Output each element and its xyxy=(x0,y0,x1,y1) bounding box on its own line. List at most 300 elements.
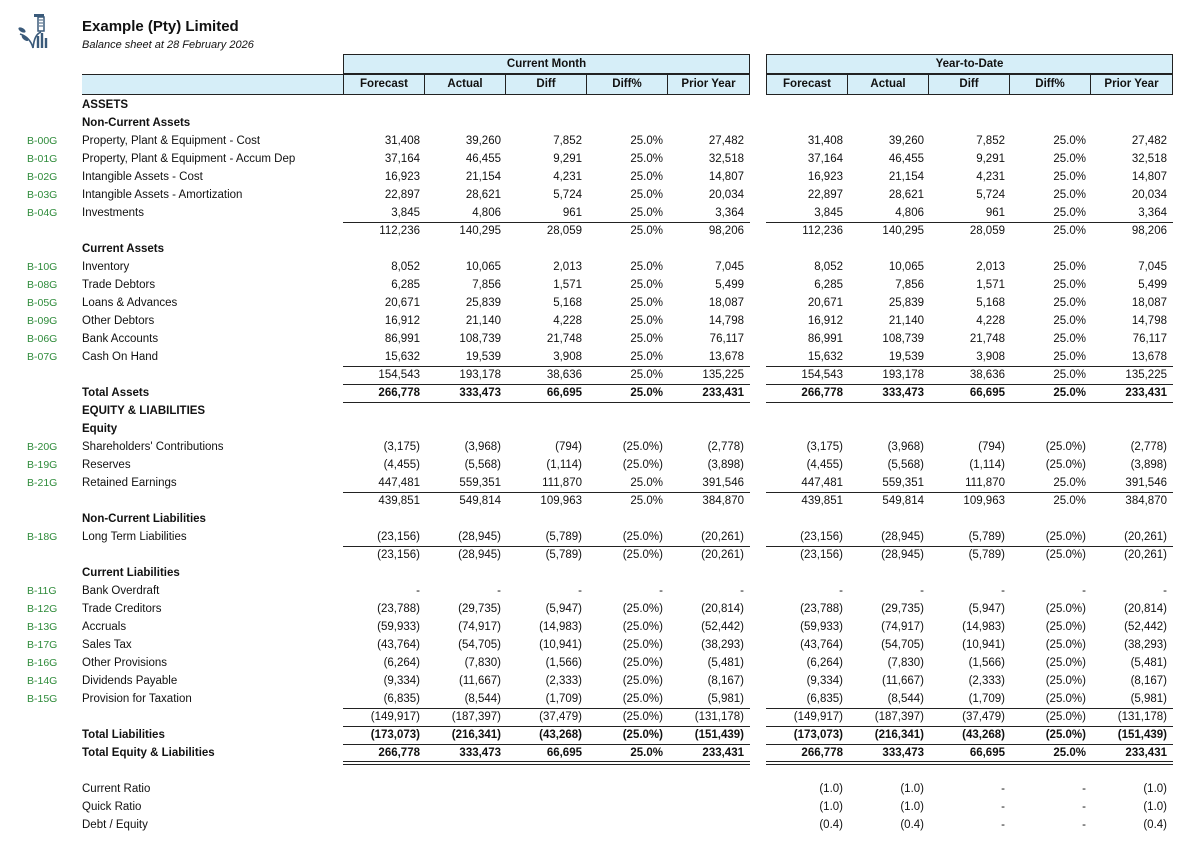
cur-actual-value: 549,814 xyxy=(459,495,501,507)
cur-actual-value: 108,739 xyxy=(459,333,501,345)
cur-diff-pct-value: (25.0%) xyxy=(622,657,663,669)
ytd-diff-pct-value: (25.0%) xyxy=(1045,459,1086,471)
total-row xyxy=(0,744,1200,762)
cur-prior-year-value: (8,167) xyxy=(707,675,744,687)
ytd-actual-value: 108,739 xyxy=(882,333,924,345)
cur-forecast-value: (173,073) xyxy=(370,729,420,741)
cur-diff-value: (10,941) xyxy=(539,639,582,651)
ytd-diff-value: (37,479) xyxy=(962,711,1005,723)
cur-actual-value: (8,544) xyxy=(464,693,501,705)
row-label: Non-Current Liabilities xyxy=(82,513,206,525)
cur-diff-value: 109,963 xyxy=(540,495,582,507)
cur-forecast-value: (4,455) xyxy=(383,459,420,471)
table-row xyxy=(0,528,1200,546)
ytd-forecast-value: 16,912 xyxy=(807,315,843,327)
cur-forecast-value: (23,156) xyxy=(377,549,420,561)
ytd-actual-value: (28,945) xyxy=(881,549,924,561)
ytd-diff-value: (1,709) xyxy=(968,693,1005,705)
cur-diff-pct-value: (25.0%) xyxy=(622,621,663,633)
cur-diff-value: 111,870 xyxy=(542,477,582,489)
ytd-forecast-value: 20,671 xyxy=(807,297,843,309)
cur-diff-pct-value: 25.0% xyxy=(630,369,663,381)
section-heading xyxy=(0,510,1200,528)
table-row xyxy=(0,330,1200,348)
cur-prior-year-value: 135,225 xyxy=(702,369,744,381)
row-label: Sales Tax xyxy=(82,639,132,651)
ytd-prior-year-value: (20,261) xyxy=(1124,531,1167,543)
cur-forecast-value: 3,845 xyxy=(391,207,420,219)
ytd-actual-value: (54,705) xyxy=(881,639,924,651)
ytd-forecast-value: (23,156) xyxy=(800,531,843,543)
row-label: Dividends Payable xyxy=(82,675,178,687)
ytd-col-diff-pct: Diff% xyxy=(1010,75,1091,94)
ytd-actual-value: (7,830) xyxy=(887,657,924,669)
ytd-diff-value: 1,571 xyxy=(976,279,1005,291)
cur-prior-year-value: 98,206 xyxy=(708,225,744,237)
ytd-forecast-value: (9,334) xyxy=(806,675,843,687)
cur-prior-year-value: (3,898) xyxy=(707,459,744,471)
ytd-diff-value: 5,724 xyxy=(976,189,1005,201)
subtotal-rule-ytd xyxy=(766,366,1173,367)
ytd-prior-year-value: 5,499 xyxy=(1138,279,1167,291)
ytd-diff-pct-value: 25.0% xyxy=(1053,351,1086,363)
row-label: Quick Ratio xyxy=(82,801,142,813)
ytd-prior-year-value: 384,870 xyxy=(1125,495,1167,507)
ytd-actual-value: 333,473 xyxy=(882,747,924,759)
row-label: Debt / Equity xyxy=(82,819,148,831)
account-code: B-21G xyxy=(27,477,58,489)
cur-forecast-value: 266,778 xyxy=(378,387,420,399)
cur-diff-pct-value: (25.0%) xyxy=(622,441,663,453)
ytd-diff-pct-value: 25.0% xyxy=(1053,477,1086,489)
ytd-diff-value: (5,789) xyxy=(968,531,1005,543)
account-code: B-03G xyxy=(27,189,58,201)
ytd-diff-value: 111,870 xyxy=(965,477,1005,489)
cur-diff-value: (5,789) xyxy=(545,549,582,561)
cur-diff-pct-value: 25.0% xyxy=(630,387,663,399)
total-row xyxy=(0,384,1200,402)
ytd-diff-pct-value: (25.0%) xyxy=(1045,549,1086,561)
cur-diff-pct-value: 25.0% xyxy=(630,279,663,291)
account-code: B-17G xyxy=(27,639,58,651)
cur-diff-pct-value: 25.0% xyxy=(630,315,663,327)
ytd-forecast-value: (6,835) xyxy=(806,693,843,705)
row-label: Total Assets xyxy=(82,387,150,399)
ytd-actual-value: 4,806 xyxy=(895,207,924,219)
cur-prior-year-value: (131,178) xyxy=(694,711,744,723)
cur-diff-pct-value: 25.0% xyxy=(630,297,663,309)
ytd-prior-year-value: 32,518 xyxy=(1131,153,1167,165)
row-label: Cash On Hand xyxy=(82,351,159,363)
ytd-diff-pct-value: (25.0%) xyxy=(1045,441,1086,453)
ytd-prior-year-value: 233,431 xyxy=(1125,387,1167,399)
ytd-col-diff: Diff xyxy=(929,75,1010,94)
cur-diff-pct-value: 25.0% xyxy=(630,495,663,507)
row-label: Current Liabilities xyxy=(82,567,180,579)
cur-prior-year-value: (5,481) xyxy=(707,657,744,669)
ytd-prior-year-value: 76,117 xyxy=(1132,333,1167,345)
cur-diff-pct-value: (25.0%) xyxy=(622,711,663,723)
row-label: Bank Accounts xyxy=(82,333,159,345)
ytd-forecast-value: (0.4) xyxy=(819,819,843,831)
ytd-forecast-value: 154,543 xyxy=(801,369,843,381)
cur-prior-year-value: 13,678 xyxy=(708,351,744,363)
ytd-diff-pct-value: - xyxy=(1082,585,1086,597)
current-col-diff-pct: Diff% xyxy=(587,75,668,94)
cur-forecast-value: 266,778 xyxy=(378,747,420,759)
account-code: B-20G xyxy=(27,441,58,453)
cur-diff-pct-value: 25.0% xyxy=(630,207,663,219)
cur-diff-pct-value: (25.0%) xyxy=(622,549,663,561)
cur-forecast-value: - xyxy=(416,585,420,597)
cur-diff-pct-value: (25.0%) xyxy=(622,531,663,543)
row-label: Current Ratio xyxy=(82,783,151,795)
ytd-prior-year-value: 14,798 xyxy=(1131,315,1167,327)
cur-diff-value: 3,908 xyxy=(553,351,582,363)
table-row xyxy=(0,312,1200,330)
cur-forecast-value: (9,334) xyxy=(383,675,420,687)
ytd-diff-value: - xyxy=(1001,819,1005,831)
row-label: EQUITY & LIABILITIES xyxy=(82,405,206,417)
cur-actual-value: (7,830) xyxy=(464,657,501,669)
ytd-diff-pct-value: 25.0% xyxy=(1053,189,1086,201)
cur-diff-value: 1,571 xyxy=(553,279,582,291)
subtotal-row xyxy=(0,708,1200,726)
ytd-diff-value: (2,333) xyxy=(968,675,1005,687)
row-label: Total Liabilities xyxy=(82,729,165,741)
cur-forecast-value: 31,408 xyxy=(384,135,420,147)
subtotal-rule-current xyxy=(343,366,750,367)
cur-actual-value: 7,856 xyxy=(472,279,501,291)
account-code: B-10G xyxy=(27,261,58,273)
subtotal-rule-current xyxy=(343,708,750,709)
cur-actual-value: (28,945) xyxy=(458,549,501,561)
ytd-forecast-value: (6,264) xyxy=(806,657,843,669)
subtotal-rule-current xyxy=(343,492,750,493)
cur-actual-value: 4,806 xyxy=(472,207,501,219)
ytd-diff-value: 7,852 xyxy=(976,135,1005,147)
cur-diff-value: 961 xyxy=(562,207,582,219)
ytd-actual-value: 549,814 xyxy=(882,495,924,507)
current-col-diff: Diff xyxy=(506,75,587,94)
row-label: Property, Plant & Equipment - Accum Dep xyxy=(82,153,296,165)
account-code: B-02G xyxy=(27,171,58,183)
cur-forecast-value: (43,764) xyxy=(377,639,420,651)
ytd-actual-value: (1.0) xyxy=(900,783,924,795)
subtotal-rule-ytd xyxy=(766,492,1173,493)
ytd-forecast-value: 266,778 xyxy=(801,387,843,399)
subtotal-row xyxy=(0,366,1200,384)
ytd-diff-pct-value: 25.0% xyxy=(1053,135,1086,147)
table-row xyxy=(0,258,1200,276)
table-row xyxy=(0,132,1200,150)
cur-diff-value: 5,168 xyxy=(553,297,582,309)
cur-actual-value: 193,178 xyxy=(459,369,501,381)
account-code: B-18G xyxy=(27,531,58,543)
cur-actual-value: 21,140 xyxy=(465,315,501,327)
ytd-col-prior-year: Prior Year xyxy=(1104,78,1159,90)
ytd-forecast-value: (1.0) xyxy=(819,783,843,795)
column-header-ytd xyxy=(766,74,1173,95)
ytd-diff-value: (14,983) xyxy=(962,621,1005,633)
ytd-diff-value: - xyxy=(1001,783,1005,795)
cur-diff-value: - xyxy=(578,585,582,597)
ytd-actual-value: 25,839 xyxy=(888,297,924,309)
band-current-month: Current Month xyxy=(343,54,750,74)
cur-forecast-value: 8,052 xyxy=(391,261,420,273)
ytd-prior-year-value: (52,442) xyxy=(1124,621,1167,633)
ytd-diff-pct-value: 25.0% xyxy=(1053,297,1086,309)
ytd-forecast-value: 447,481 xyxy=(801,477,843,489)
account-code: B-06G xyxy=(27,333,58,345)
ytd-actual-value: (74,917) xyxy=(881,621,924,633)
cur-actual-value: 10,065 xyxy=(465,261,501,273)
ratio-row xyxy=(0,798,1200,816)
cur-diff-value: 66,695 xyxy=(546,747,582,759)
ytd-diff-value: - xyxy=(1001,801,1005,813)
ratio-row xyxy=(0,816,1200,834)
cur-diff-pct-value: (25.0%) xyxy=(622,639,663,651)
ytd-forecast-value: 15,632 xyxy=(807,351,843,363)
cur-diff-value: (1,709) xyxy=(545,693,582,705)
section-heading xyxy=(0,420,1200,438)
cur-forecast-value: (23,156) xyxy=(377,531,420,543)
ytd-forecast-value: (4,455) xyxy=(806,459,843,471)
cur-diff-value: (37,479) xyxy=(539,711,582,723)
ytd-actual-value: (11,667) xyxy=(882,675,924,687)
cur-diff-value: 5,724 xyxy=(553,189,582,201)
ytd-diff-pct-value: (25.0%) xyxy=(1045,621,1086,633)
total-row xyxy=(0,726,1200,744)
ytd-forecast-value: (1.0) xyxy=(819,801,843,813)
cur-diff-pct-value: 25.0% xyxy=(630,477,663,489)
subtotal-rule-ytd xyxy=(766,708,1173,709)
cur-forecast-value: (23,788) xyxy=(377,603,420,615)
cur-prior-year-value: (20,814) xyxy=(701,603,744,615)
row-label: Reserves xyxy=(82,459,131,471)
cur-forecast-value: 16,923 xyxy=(384,171,420,183)
cur-diff-value: (1,114) xyxy=(546,459,582,471)
ytd-prior-year-value: 18,087 xyxy=(1131,297,1167,309)
cur-prior-year-value: 18,087 xyxy=(708,297,744,309)
section-heading xyxy=(0,114,1200,132)
ytd-diff-value: (10,941) xyxy=(962,639,1005,651)
account-code: B-16G xyxy=(27,657,58,669)
ytd-prior-year-value: (8,167) xyxy=(1130,675,1167,687)
ytd-diff-value: (43,268) xyxy=(962,729,1005,741)
cur-actual-value: (5,568) xyxy=(464,459,501,471)
ytd-forecast-value: (59,933) xyxy=(800,621,843,633)
cur-prior-year-value: - xyxy=(740,585,744,597)
cur-prior-year-value: 27,482 xyxy=(708,135,744,147)
cur-actual-value: 19,539 xyxy=(465,351,501,363)
subtotal-rule-ytd xyxy=(766,546,1173,547)
cur-forecast-value: 112,236 xyxy=(379,225,420,237)
ytd-diff-value: 4,231 xyxy=(976,171,1005,183)
cur-diff-value: 21,748 xyxy=(546,333,582,345)
ytd-actual-value: (29,735) xyxy=(881,603,924,615)
cur-diff-value: (794) xyxy=(555,441,582,453)
account-code: B-14G xyxy=(27,675,58,687)
company-title: Example (Pty) Limited xyxy=(82,18,239,35)
cur-forecast-value: 22,897 xyxy=(384,189,420,201)
table-row xyxy=(0,276,1200,294)
cur-actual-value: 46,455 xyxy=(465,153,501,165)
total-rule-current xyxy=(343,384,750,385)
ytd-col-forecast: Forecast xyxy=(767,75,848,94)
cur-diff-value: 28,059 xyxy=(546,225,582,237)
cur-diff-pct-value: (25.0%) xyxy=(622,603,663,615)
cur-prior-year-value: 14,807 xyxy=(708,171,744,183)
row-label: Trade Debtors xyxy=(82,279,156,291)
ytd-actual-value: 10,065 xyxy=(888,261,924,273)
cur-forecast-value: 154,543 xyxy=(378,369,420,381)
ytd-forecast-value: 16,923 xyxy=(807,171,843,183)
ytd-diff-value: 38,636 xyxy=(969,369,1005,381)
cur-actual-value: 333,473 xyxy=(459,747,501,759)
ytd-forecast-value: (23,156) xyxy=(800,549,843,561)
ytd-forecast-value: 112,236 xyxy=(802,225,843,237)
ytd-diff-value: 5,168 xyxy=(976,297,1005,309)
ytd-prior-year-value: (1.0) xyxy=(1143,783,1167,795)
cur-diff-value: (5,789) xyxy=(545,531,582,543)
cur-actual-value: (11,667) xyxy=(459,675,501,687)
cur-prior-year-value: 14,798 xyxy=(708,315,744,327)
table-row xyxy=(0,150,1200,168)
cur-diff-value: (43,268) xyxy=(539,729,582,741)
cur-actual-value: (54,705) xyxy=(458,639,501,651)
ytd-diff-pct-value: 25.0% xyxy=(1053,495,1086,507)
account-code: B-13G xyxy=(27,621,58,633)
row-label: Non-Current Assets xyxy=(82,117,191,129)
ytd-forecast-value: (43,764) xyxy=(800,639,843,651)
ytd-prior-year-value: 391,546 xyxy=(1125,477,1167,489)
table-row xyxy=(0,186,1200,204)
header-label-spacer xyxy=(82,74,343,95)
ytd-actual-value: (1.0) xyxy=(900,801,924,813)
ytd-diff-pct-value: 25.0% xyxy=(1053,387,1086,399)
cur-diff-pct-value: 25.0% xyxy=(630,189,663,201)
cur-diff-pct-value: 25.0% xyxy=(630,351,663,363)
ytd-forecast-value: 439,851 xyxy=(801,495,843,507)
cur-diff-pct-value: 25.0% xyxy=(630,747,663,759)
current-col-forecast: Forecast xyxy=(344,75,425,94)
ytd-diff-value: 66,695 xyxy=(969,387,1005,399)
ytd-diff-value: 21,748 xyxy=(969,333,1005,345)
ytd-prior-year-value: 135,225 xyxy=(1125,369,1167,381)
cur-diff-value: 4,231 xyxy=(553,171,582,183)
ytd-prior-year-value: 13,678 xyxy=(1131,351,1167,363)
cur-diff-value: 38,636 xyxy=(546,369,582,381)
current-col-actual: Actual xyxy=(425,75,506,94)
ytd-actual-value: - xyxy=(920,585,924,597)
ytd-diff-value: (5,789) xyxy=(968,549,1005,561)
account-code: B-08G xyxy=(27,279,58,291)
row-label: Loans & Advances xyxy=(82,297,178,309)
cur-actual-value: (187,397) xyxy=(451,711,501,723)
cur-actual-value: (216,341) xyxy=(451,729,501,741)
row-label: Intangible Assets - Amortization xyxy=(82,189,243,201)
ytd-prior-year-value: 3,364 xyxy=(1138,207,1167,219)
ytd-prior-year-value: (151,439) xyxy=(1117,729,1167,741)
ratio-row xyxy=(0,780,1200,798)
table-row xyxy=(0,636,1200,654)
account-code: B-04G xyxy=(27,207,58,219)
cur-prior-year-value: (2,778) xyxy=(707,441,744,453)
cur-prior-year-value: 7,045 xyxy=(715,261,744,273)
account-code: B-01G xyxy=(27,153,58,165)
account-code: B-07G xyxy=(27,351,58,363)
cur-diff-value: 7,852 xyxy=(553,135,582,147)
cur-forecast-value: (59,933) xyxy=(377,621,420,633)
ytd-prior-year-value: (3,898) xyxy=(1130,459,1167,471)
ytd-diff-value: (794) xyxy=(978,441,1005,453)
account-code: B-09G xyxy=(27,315,58,327)
current-col-prior-year: Prior Year xyxy=(681,78,736,90)
ytd-forecast-value: 86,991 xyxy=(807,333,843,345)
subtotal-row xyxy=(0,222,1200,240)
row-label: Bank Overdraft xyxy=(82,585,160,597)
ytd-actual-value: (5,568) xyxy=(887,459,924,471)
ytd-diff-pct-value: 25.0% xyxy=(1053,315,1086,327)
cur-actual-value: 21,154 xyxy=(465,171,501,183)
cur-actual-value: 39,260 xyxy=(465,135,501,147)
ytd-forecast-value: (23,788) xyxy=(800,603,843,615)
ytd-diff-pct-value: (25.0%) xyxy=(1045,657,1086,669)
table-row xyxy=(0,690,1200,708)
ytd-diff-pct-value: (25.0%) xyxy=(1045,711,1086,723)
ytd-prior-year-value: - xyxy=(1163,585,1167,597)
cur-actual-value: (74,917) xyxy=(458,621,501,633)
account-code: B-19G xyxy=(27,459,58,471)
cur-actual-value: 559,351 xyxy=(459,477,501,489)
cur-diff-value: (14,983) xyxy=(539,621,582,633)
total-rule-ytd xyxy=(766,384,1173,385)
row-label: Total Equity & Liabilities xyxy=(82,747,215,759)
cur-forecast-value: (6,264) xyxy=(383,657,420,669)
ytd-forecast-value: 22,897 xyxy=(807,189,843,201)
cur-diff-pct-value: 25.0% xyxy=(630,171,663,183)
cur-diff-pct-value: 25.0% xyxy=(630,135,663,147)
ytd-diff-pct-value: 25.0% xyxy=(1053,333,1086,345)
total-rule-ytd xyxy=(766,726,1173,727)
ytd-actual-value: (28,945) xyxy=(881,531,924,543)
table-row xyxy=(0,294,1200,312)
cur-actual-value: 140,295 xyxy=(459,225,501,237)
cur-diff-value: 2,013 xyxy=(553,261,582,273)
ytd-prior-year-value: (1.0) xyxy=(1143,801,1167,813)
total-rule-current xyxy=(343,726,750,727)
ytd-diff-pct-value: 25.0% xyxy=(1053,171,1086,183)
table-row xyxy=(0,168,1200,186)
ytd-diff-pct-value: (25.0%) xyxy=(1045,729,1086,741)
table-row xyxy=(0,474,1200,492)
ytd-diff-pct-value: - xyxy=(1082,801,1086,813)
ytd-forecast-value: 6,285 xyxy=(814,279,843,291)
cur-prior-year-value: 5,499 xyxy=(715,279,744,291)
cur-prior-year-value: 391,546 xyxy=(702,477,744,489)
cur-actual-value: 25,839 xyxy=(465,297,501,309)
ytd-prior-year-value: (20,814) xyxy=(1124,603,1167,615)
cur-diff-pct-value: 25.0% xyxy=(630,153,663,165)
ytd-diff-pct-value: 25.0% xyxy=(1053,225,1086,237)
row-label: Current Assets xyxy=(82,243,165,255)
ytd-prior-year-value: 233,431 xyxy=(1125,747,1167,759)
ytd-diff-pct-value: (25.0%) xyxy=(1045,531,1086,543)
cur-prior-year-value: (20,261) xyxy=(701,531,744,543)
account-code: B-11G xyxy=(27,585,57,597)
ytd-diff-pct-value: (25.0%) xyxy=(1045,675,1086,687)
